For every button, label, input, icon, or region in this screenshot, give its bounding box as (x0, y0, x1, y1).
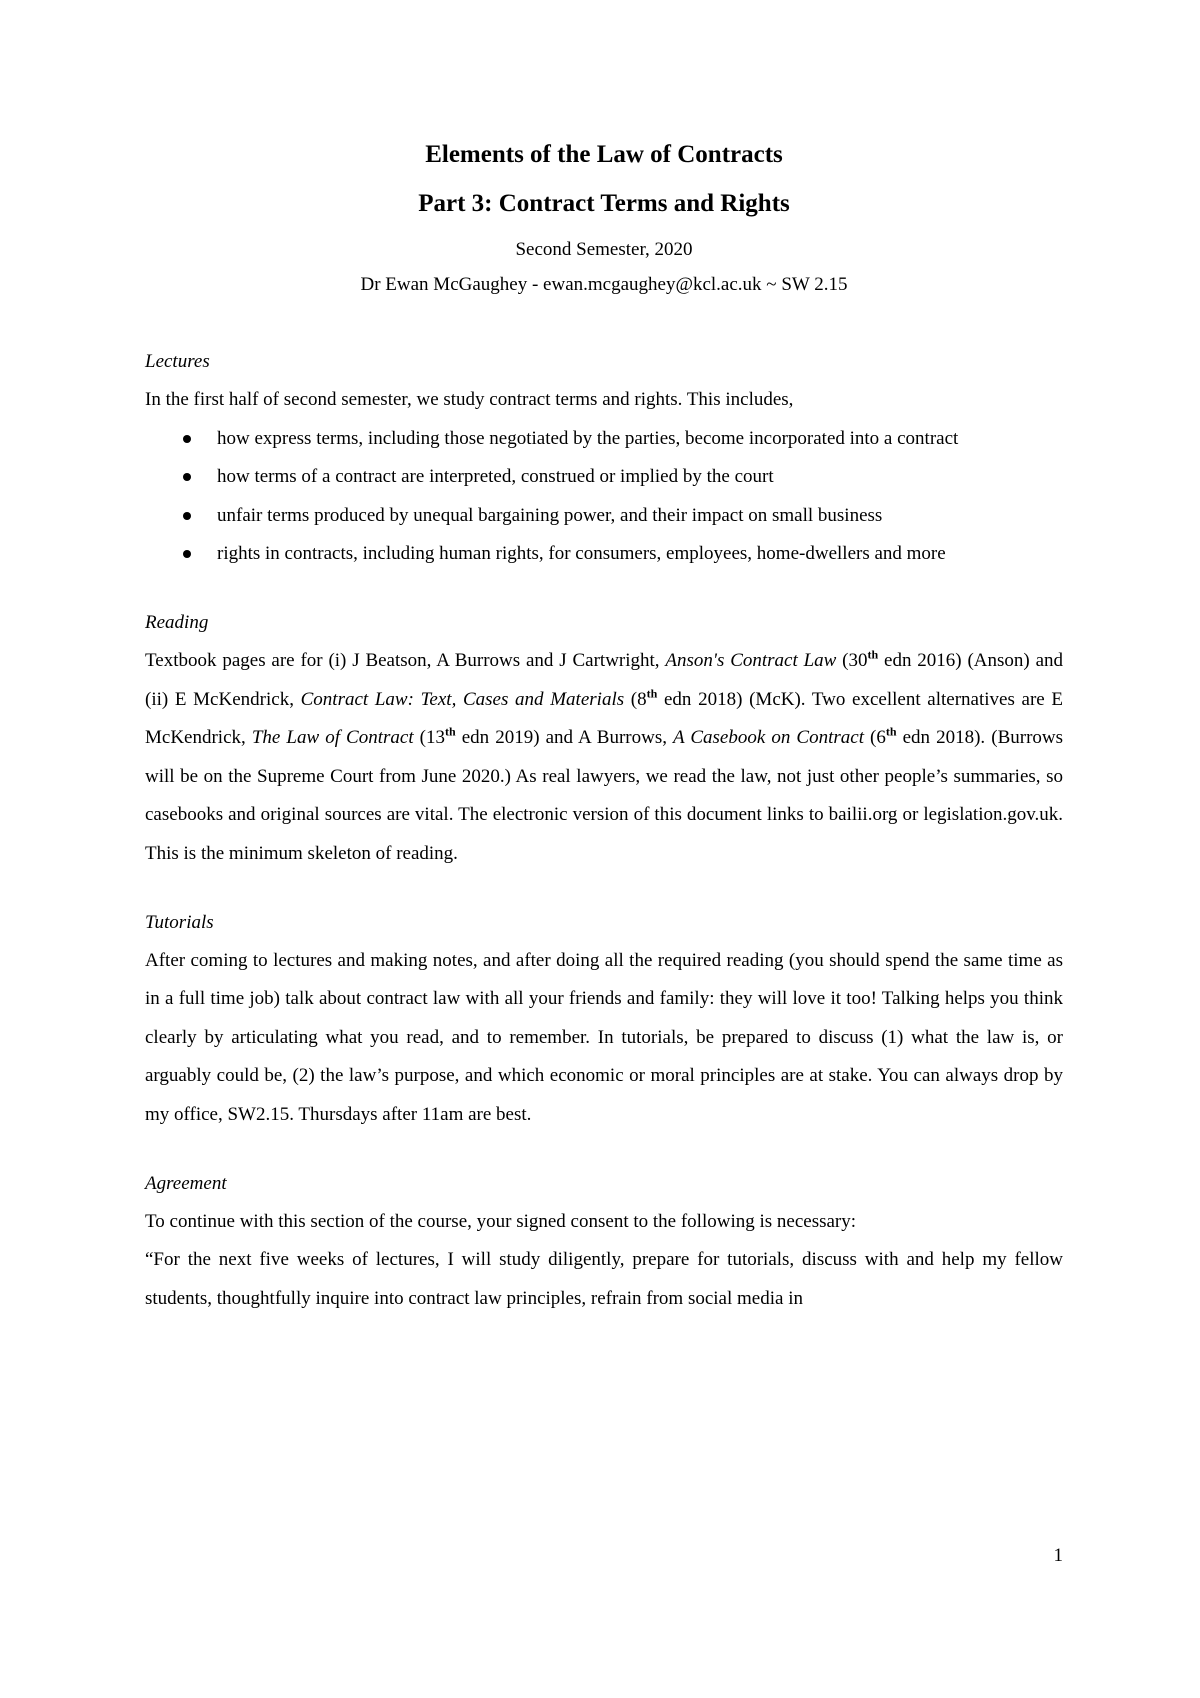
lectures-section (145, 343, 1063, 574)
book-title: The Law of Contract (251, 727, 414, 749)
book-title: Anson's Contract Law (665, 649, 837, 671)
document-title: Elements of the Law of Contracts (425, 141, 783, 168)
book-title: Contract Law: Text, Cases and Materials (300, 688, 625, 710)
bullet-icon (183, 473, 191, 481)
lectures-list (145, 420, 1063, 574)
tutorials-heading: Tutorials (145, 911, 214, 933)
reading-paragraph: Textbook pages are for (i) J Beatson, A Burrows and J Cartwright, Anson's Contract Law (30th edn 2016) (Anson) and (ii) E McKendrick, Contract Law: Text, Cases and Materials (8th edn 2018) (McK). Two excellent alternatives are E McKendrick, The Law of Contract (13th edn 2019) and A Burrows, A Casebook on Contract (6th edn 2018). (Burrows will be on the Supreme Court from June 2020.) As real lawyers, we read the law, not just other people’s summaries, so casebooks and original sources are vital. The electronic version of this document links to bailii.org or legislation.gov.uk. This is the minimum skeleton of reading. (145, 647, 1064, 864)
agreement-heading: Agreement (145, 1172, 227, 1194)
agreement-intro: To continue with this section of the course, your signed consent to the following is necessary: (145, 1210, 857, 1232)
page-number: 1 (1053, 1545, 1063, 1566)
agreement-quote: “For the next five weeks of lectures, I will study diligently, prepare for tutorials, discuss with and help my fellow students, thoughtfully inquire into contract law principles, refrain from social media in (145, 1249, 1063, 1309)
list-item: rights in contracts, including human rights, for consumers, employees, home-dwellers and more (145, 535, 1063, 574)
reading-heading: Reading (145, 611, 209, 633)
bullet-icon (183, 550, 191, 558)
tutorials-paragraph: After coming to lectures and making notes, and after doing all the required reading (you should spend the same time as in a full time job) talk about contract law with all your friends and family: they will love it too! Talking helps you think clearly by articulating what you read, and to remember. In tutorials, be prepared to discuss (1) what the law is, or arguably could be, (2) the law’s purpose, and which economic or moral principles are at stake. You can always drop by my office, SW2.15. Thursdays after 11am are best. (145, 949, 1063, 1125)
lectures-heading: Lectures (145, 351, 210, 372)
list-item: unfair terms produced by unequal bargaining power, and their impact on small business (145, 497, 1063, 536)
agreement-section (145, 1165, 1063, 1319)
list-item: how express terms, including those negotiated by the parties, become incorporated into a contract (145, 420, 1063, 459)
page-content (145, 140, 1063, 1318)
tutorials-section (145, 904, 1063, 1135)
document-subtitle: Part 3: Contract Terms and Rights (418, 190, 790, 217)
lectures-intro: In the first half of second semester, we study contract terms and rights. This includes, (145, 389, 794, 410)
author-line: Dr Ewan McGaughey - ewan.mcgaughey@kcl.ac.uk ~ SW 2.15 (360, 274, 848, 295)
semester-line: Second Semester, 2020 (515, 239, 693, 260)
reading-section (145, 604, 1063, 874)
list-item: how terms of a contract are interpreted, construed or implied by the court (145, 458, 1063, 497)
bullet-icon (183, 435, 191, 443)
book-title: A Casebook on Contract (673, 727, 864, 749)
bullet-icon (183, 512, 191, 520)
